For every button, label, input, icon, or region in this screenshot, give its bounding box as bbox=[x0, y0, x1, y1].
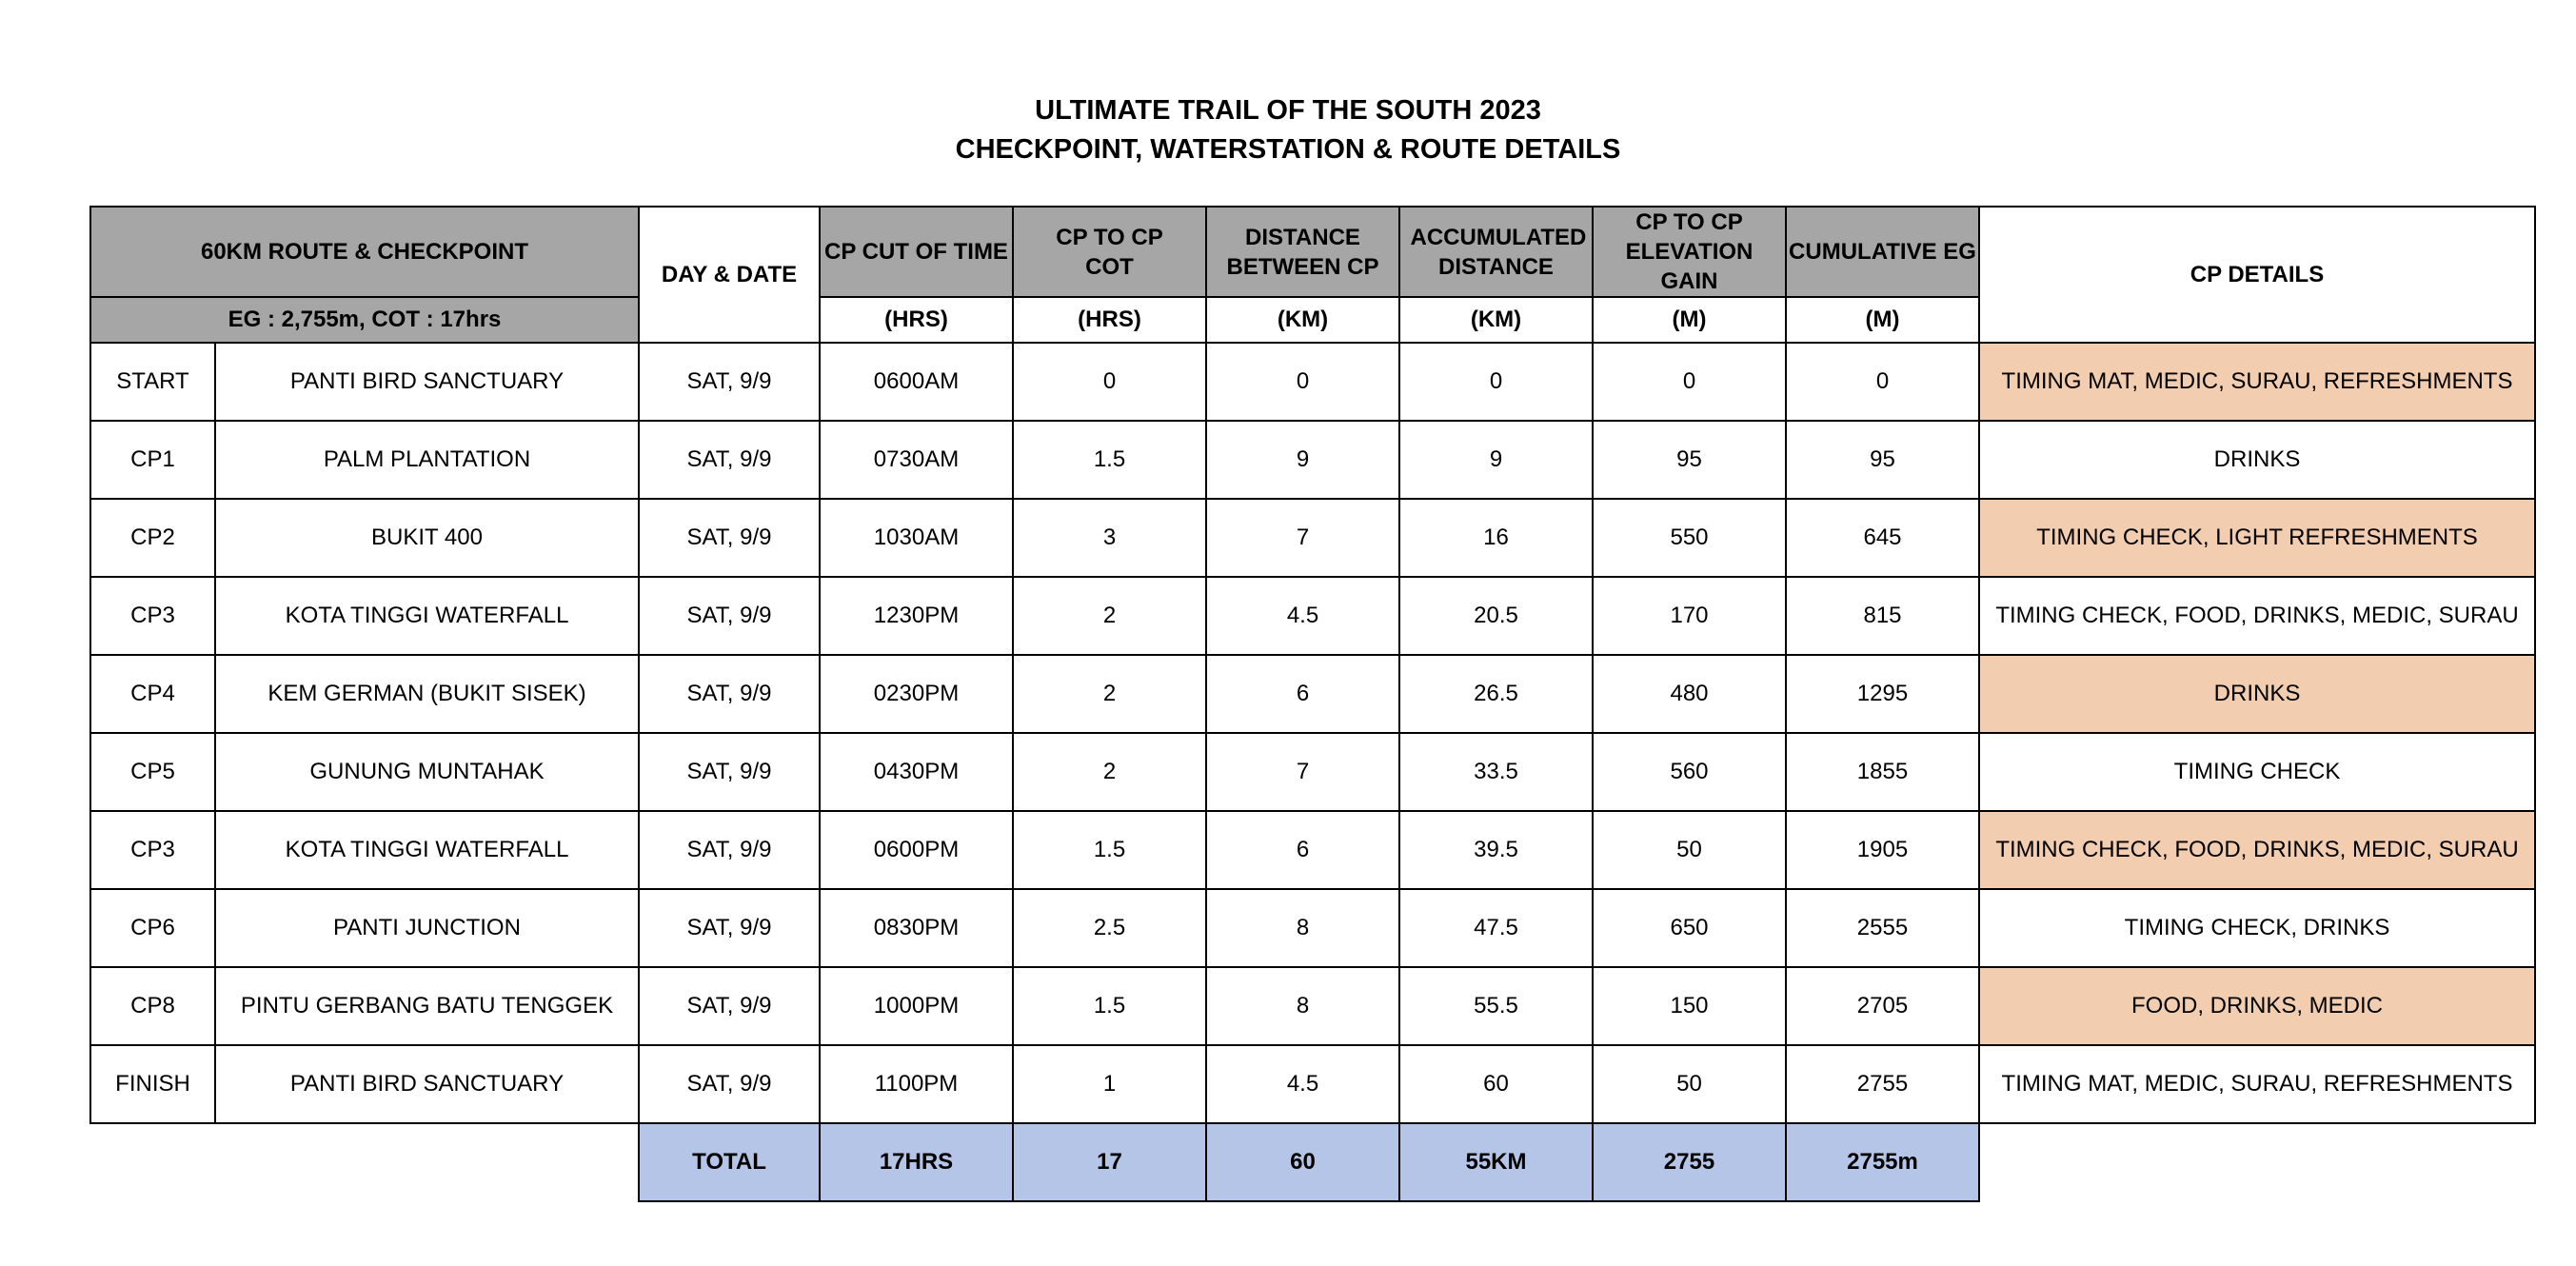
cp-accumulated: 9 bbox=[1399, 421, 1593, 499]
cp-cot: 3 bbox=[1013, 499, 1206, 577]
cp-cot: 0 bbox=[1013, 343, 1206, 421]
cp-cumulative-eg: 645 bbox=[1786, 499, 1979, 577]
cp-cumulative-eg: 0 bbox=[1786, 343, 1979, 421]
cp-cutoff: 0430PM bbox=[820, 733, 1013, 811]
day-date-header: DAY & DATE bbox=[639, 207, 820, 343]
cumulative-eg-unit: (M) bbox=[1786, 297, 1979, 343]
cp-location: PANTI BIRD SANCTUARY bbox=[215, 1045, 639, 1123]
cp-distance: 8 bbox=[1206, 889, 1399, 967]
cp-elevation-gain: 150 bbox=[1593, 967, 1786, 1045]
cp-details: DRINKS bbox=[1979, 655, 2535, 733]
total-cot: 17 bbox=[1013, 1123, 1206, 1201]
blank-cell bbox=[1979, 1123, 2535, 1201]
title-line-1: ULTIMATE TRAIL OF THE SOUTH 2023 bbox=[1035, 95, 1541, 126]
cp-code: CP5 bbox=[90, 733, 215, 811]
cp-details: FOOD, DRINKS, MEDIC bbox=[1979, 967, 2535, 1045]
cp-distance: 7 bbox=[1206, 733, 1399, 811]
header-row bbox=[90, 207, 2535, 297]
cp-details: TIMING CHECK bbox=[1979, 733, 2535, 811]
cut-off-unit: (HRS) bbox=[820, 297, 1013, 343]
cp-details: TIMING CHECK, LIGHT REFRESHMENTS bbox=[1979, 499, 2535, 577]
cp-accumulated: 0 bbox=[1399, 343, 1593, 421]
cp-cumulative-eg: 1855 bbox=[1786, 733, 1979, 811]
cp-elevation-gain: 50 bbox=[1593, 1045, 1786, 1123]
cp-details: TIMING CHECK, DRINKS bbox=[1979, 889, 2535, 967]
cp-distance: 4.5 bbox=[1206, 577, 1399, 655]
cp-code: FINISH bbox=[90, 1045, 215, 1123]
title-line-2: CHECKPOINT, WATERSTATION & ROUTE DETAILS bbox=[955, 134, 1621, 165]
accumulated-distance-header-text: ACCUMULATED DISTANCE bbox=[1410, 224, 1587, 280]
table-row bbox=[90, 577, 2535, 655]
cp-code: CP8 bbox=[90, 967, 215, 1045]
cp-cumulative-eg: 2705 bbox=[1786, 967, 1979, 1045]
cp-elevation-gain: 170 bbox=[1593, 577, 1786, 655]
cp-cumulative-eg: 815 bbox=[1786, 577, 1979, 655]
cp-location: KOTA TINGGI WATERFALL bbox=[215, 811, 639, 889]
table-row bbox=[90, 499, 2535, 577]
cp-cumulative-eg: 95 bbox=[1786, 421, 1979, 499]
totals-row bbox=[90, 1123, 2535, 1201]
distance-between-header-text: DISTANCE BETWEEN CP bbox=[1226, 224, 1379, 280]
document-title bbox=[0, 91, 2576, 169]
cp-to-cp-cot-header-text: CP TO CP COT bbox=[1056, 224, 1163, 280]
cp-location: KEM GERMAN (BUKIT SISEK) bbox=[215, 655, 639, 733]
cp-cutoff: 1030AM bbox=[820, 499, 1013, 577]
cp-elevation-gain: 480 bbox=[1593, 655, 1786, 733]
cp-date: SAT, 9/9 bbox=[639, 967, 820, 1045]
cp-cumulative-eg: 2555 bbox=[1786, 889, 1979, 967]
cp-accumulated: 47.5 bbox=[1399, 889, 1593, 967]
cp-accumulated: 20.5 bbox=[1399, 577, 1593, 655]
cp-date: SAT, 9/9 bbox=[639, 811, 820, 889]
cp-cutoff: 1230PM bbox=[820, 577, 1013, 655]
table-row bbox=[90, 811, 2535, 889]
cp-distance: 9 bbox=[1206, 421, 1399, 499]
cp-accumulated: 33.5 bbox=[1399, 733, 1593, 811]
cp-date: SAT, 9/9 bbox=[639, 421, 820, 499]
table-row bbox=[90, 343, 2535, 421]
table-row bbox=[90, 655, 2535, 733]
cp-cumulative-eg: 1905 bbox=[1786, 811, 1979, 889]
cp-location: PANTI JUNCTION bbox=[215, 889, 639, 967]
elevation-gain-header bbox=[1593, 207, 1786, 297]
elevation-gain-header-text: CP TO CP ELEVATION GAIN bbox=[1625, 209, 1754, 294]
cp-location: PALM PLANTATION bbox=[215, 421, 639, 499]
route-table bbox=[89, 206, 2536, 1202]
route-title-cell: 60KM ROUTE & CHECKPOINT bbox=[90, 207, 639, 297]
cp-date: SAT, 9/9 bbox=[639, 577, 820, 655]
total-accumulated: 55KM bbox=[1399, 1123, 1593, 1201]
cp-distance: 7 bbox=[1206, 499, 1399, 577]
cp-distance: 8 bbox=[1206, 967, 1399, 1045]
blank-cell bbox=[90, 1123, 215, 1201]
blank-cell bbox=[215, 1123, 639, 1201]
cp-date: SAT, 9/9 bbox=[639, 499, 820, 577]
cp-date: SAT, 9/9 bbox=[639, 733, 820, 811]
cp-details: TIMING CHECK, FOOD, DRINKS, MEDIC, SURAU bbox=[1979, 811, 2535, 889]
route-table-body bbox=[90, 207, 2535, 1201]
cp-cumulative-eg: 1295 bbox=[1786, 655, 1979, 733]
cp-date: SAT, 9/9 bbox=[639, 343, 820, 421]
cp-code: CP6 bbox=[90, 889, 215, 967]
distance-between-header bbox=[1206, 207, 1399, 297]
cp-accumulated: 60 bbox=[1399, 1045, 1593, 1123]
total-cutoff: 17HRS bbox=[820, 1123, 1013, 1201]
cp-elevation-gain: 50 bbox=[1593, 811, 1786, 889]
cp-distance: 0 bbox=[1206, 343, 1399, 421]
cp-code: CP2 bbox=[90, 499, 215, 577]
cut-off-header: CP CUT OF TIME bbox=[820, 207, 1013, 297]
distance-between-unit: (KM) bbox=[1206, 297, 1399, 343]
cp-location: PANTI BIRD SANCTUARY bbox=[215, 343, 639, 421]
cp-location: BUKIT 400 bbox=[215, 499, 639, 577]
elevation-gain-unit: (M) bbox=[1593, 297, 1786, 343]
total-cumulative-eg: 2755m bbox=[1786, 1123, 1979, 1201]
cp-elevation-gain: 560 bbox=[1593, 733, 1786, 811]
cp-cot: 1.5 bbox=[1013, 811, 1206, 889]
cp-to-cp-cot-unit: (HRS) bbox=[1013, 297, 1206, 343]
total-distance: 60 bbox=[1206, 1123, 1399, 1201]
cp-accumulated: 55.5 bbox=[1399, 967, 1593, 1045]
cp-elevation-gain: 550 bbox=[1593, 499, 1786, 577]
cp-location: KOTA TINGGI WATERFALL bbox=[215, 577, 639, 655]
cp-details: DRINKS bbox=[1979, 421, 2535, 499]
cp-date: SAT, 9/9 bbox=[639, 1045, 820, 1123]
cp-elevation-gain: 0 bbox=[1593, 343, 1786, 421]
cp-cutoff: 1100PM bbox=[820, 1045, 1013, 1123]
cp-code: CP3 bbox=[90, 811, 215, 889]
total-label: TOTAL bbox=[639, 1123, 820, 1201]
table-row bbox=[90, 421, 2535, 499]
cp-date: SAT, 9/9 bbox=[639, 889, 820, 967]
accumulated-distance-header bbox=[1399, 207, 1593, 297]
cp-details: TIMING MAT, MEDIC, SURAU, REFRESHMENTS bbox=[1979, 1045, 2535, 1123]
cp-code: CP3 bbox=[90, 577, 215, 655]
cp-location: GUNUNG MUNTAHAK bbox=[215, 733, 639, 811]
cp-cutoff: 0730AM bbox=[820, 421, 1013, 499]
total-elevation-gain: 2755 bbox=[1593, 1123, 1786, 1201]
cp-cutoff: 0600PM bbox=[820, 811, 1013, 889]
route-summary-cell: EG : 2,755m, COT : 17hrs bbox=[90, 297, 639, 343]
cp-to-cp-cot-header bbox=[1013, 207, 1206, 297]
cp-cutoff: 0600AM bbox=[820, 343, 1013, 421]
cp-code: CP1 bbox=[90, 421, 215, 499]
cp-cot: 2.5 bbox=[1013, 889, 1206, 967]
cumulative-eg-header: CUMULATIVE EG bbox=[1786, 207, 1979, 297]
cp-cot: 2 bbox=[1013, 655, 1206, 733]
table-row bbox=[90, 889, 2535, 967]
cp-cot: 1.5 bbox=[1013, 421, 1206, 499]
cp-cot: 2 bbox=[1013, 577, 1206, 655]
cp-location: PINTU GERBANG BATU TENGGEK bbox=[215, 967, 639, 1045]
cp-cutoff: 0230PM bbox=[820, 655, 1013, 733]
table-row bbox=[90, 967, 2535, 1045]
cp-cutoff: 1000PM bbox=[820, 967, 1013, 1045]
cp-accumulated: 26.5 bbox=[1399, 655, 1593, 733]
cp-details: TIMING CHECK, FOOD, DRINKS, MEDIC, SURAU bbox=[1979, 577, 2535, 655]
cp-distance: 6 bbox=[1206, 811, 1399, 889]
cp-accumulated: 16 bbox=[1399, 499, 1593, 577]
cp-cot: 1.5 bbox=[1013, 967, 1206, 1045]
cp-details: TIMING MAT, MEDIC, SURAU, REFRESHMENTS bbox=[1979, 343, 2535, 421]
cp-cutoff: 0830PM bbox=[820, 889, 1013, 967]
table-row bbox=[90, 733, 2535, 811]
cp-elevation-gain: 650 bbox=[1593, 889, 1786, 967]
cp-cot: 2 bbox=[1013, 733, 1206, 811]
cp-distance: 6 bbox=[1206, 655, 1399, 733]
cp-cot: 1 bbox=[1013, 1045, 1206, 1123]
cp-elevation-gain: 95 bbox=[1593, 421, 1786, 499]
cp-code: CP4 bbox=[90, 655, 215, 733]
cp-date: SAT, 9/9 bbox=[639, 655, 820, 733]
cp-cumulative-eg: 2755 bbox=[1786, 1045, 1979, 1123]
table-row bbox=[90, 1045, 2535, 1123]
cp-accumulated: 39.5 bbox=[1399, 811, 1593, 889]
cp-details-header: CP DETAILS bbox=[1979, 207, 2535, 343]
cp-distance: 4.5 bbox=[1206, 1045, 1399, 1123]
cp-code: START bbox=[90, 343, 215, 421]
accumulated-distance-unit: (KM) bbox=[1399, 297, 1593, 343]
